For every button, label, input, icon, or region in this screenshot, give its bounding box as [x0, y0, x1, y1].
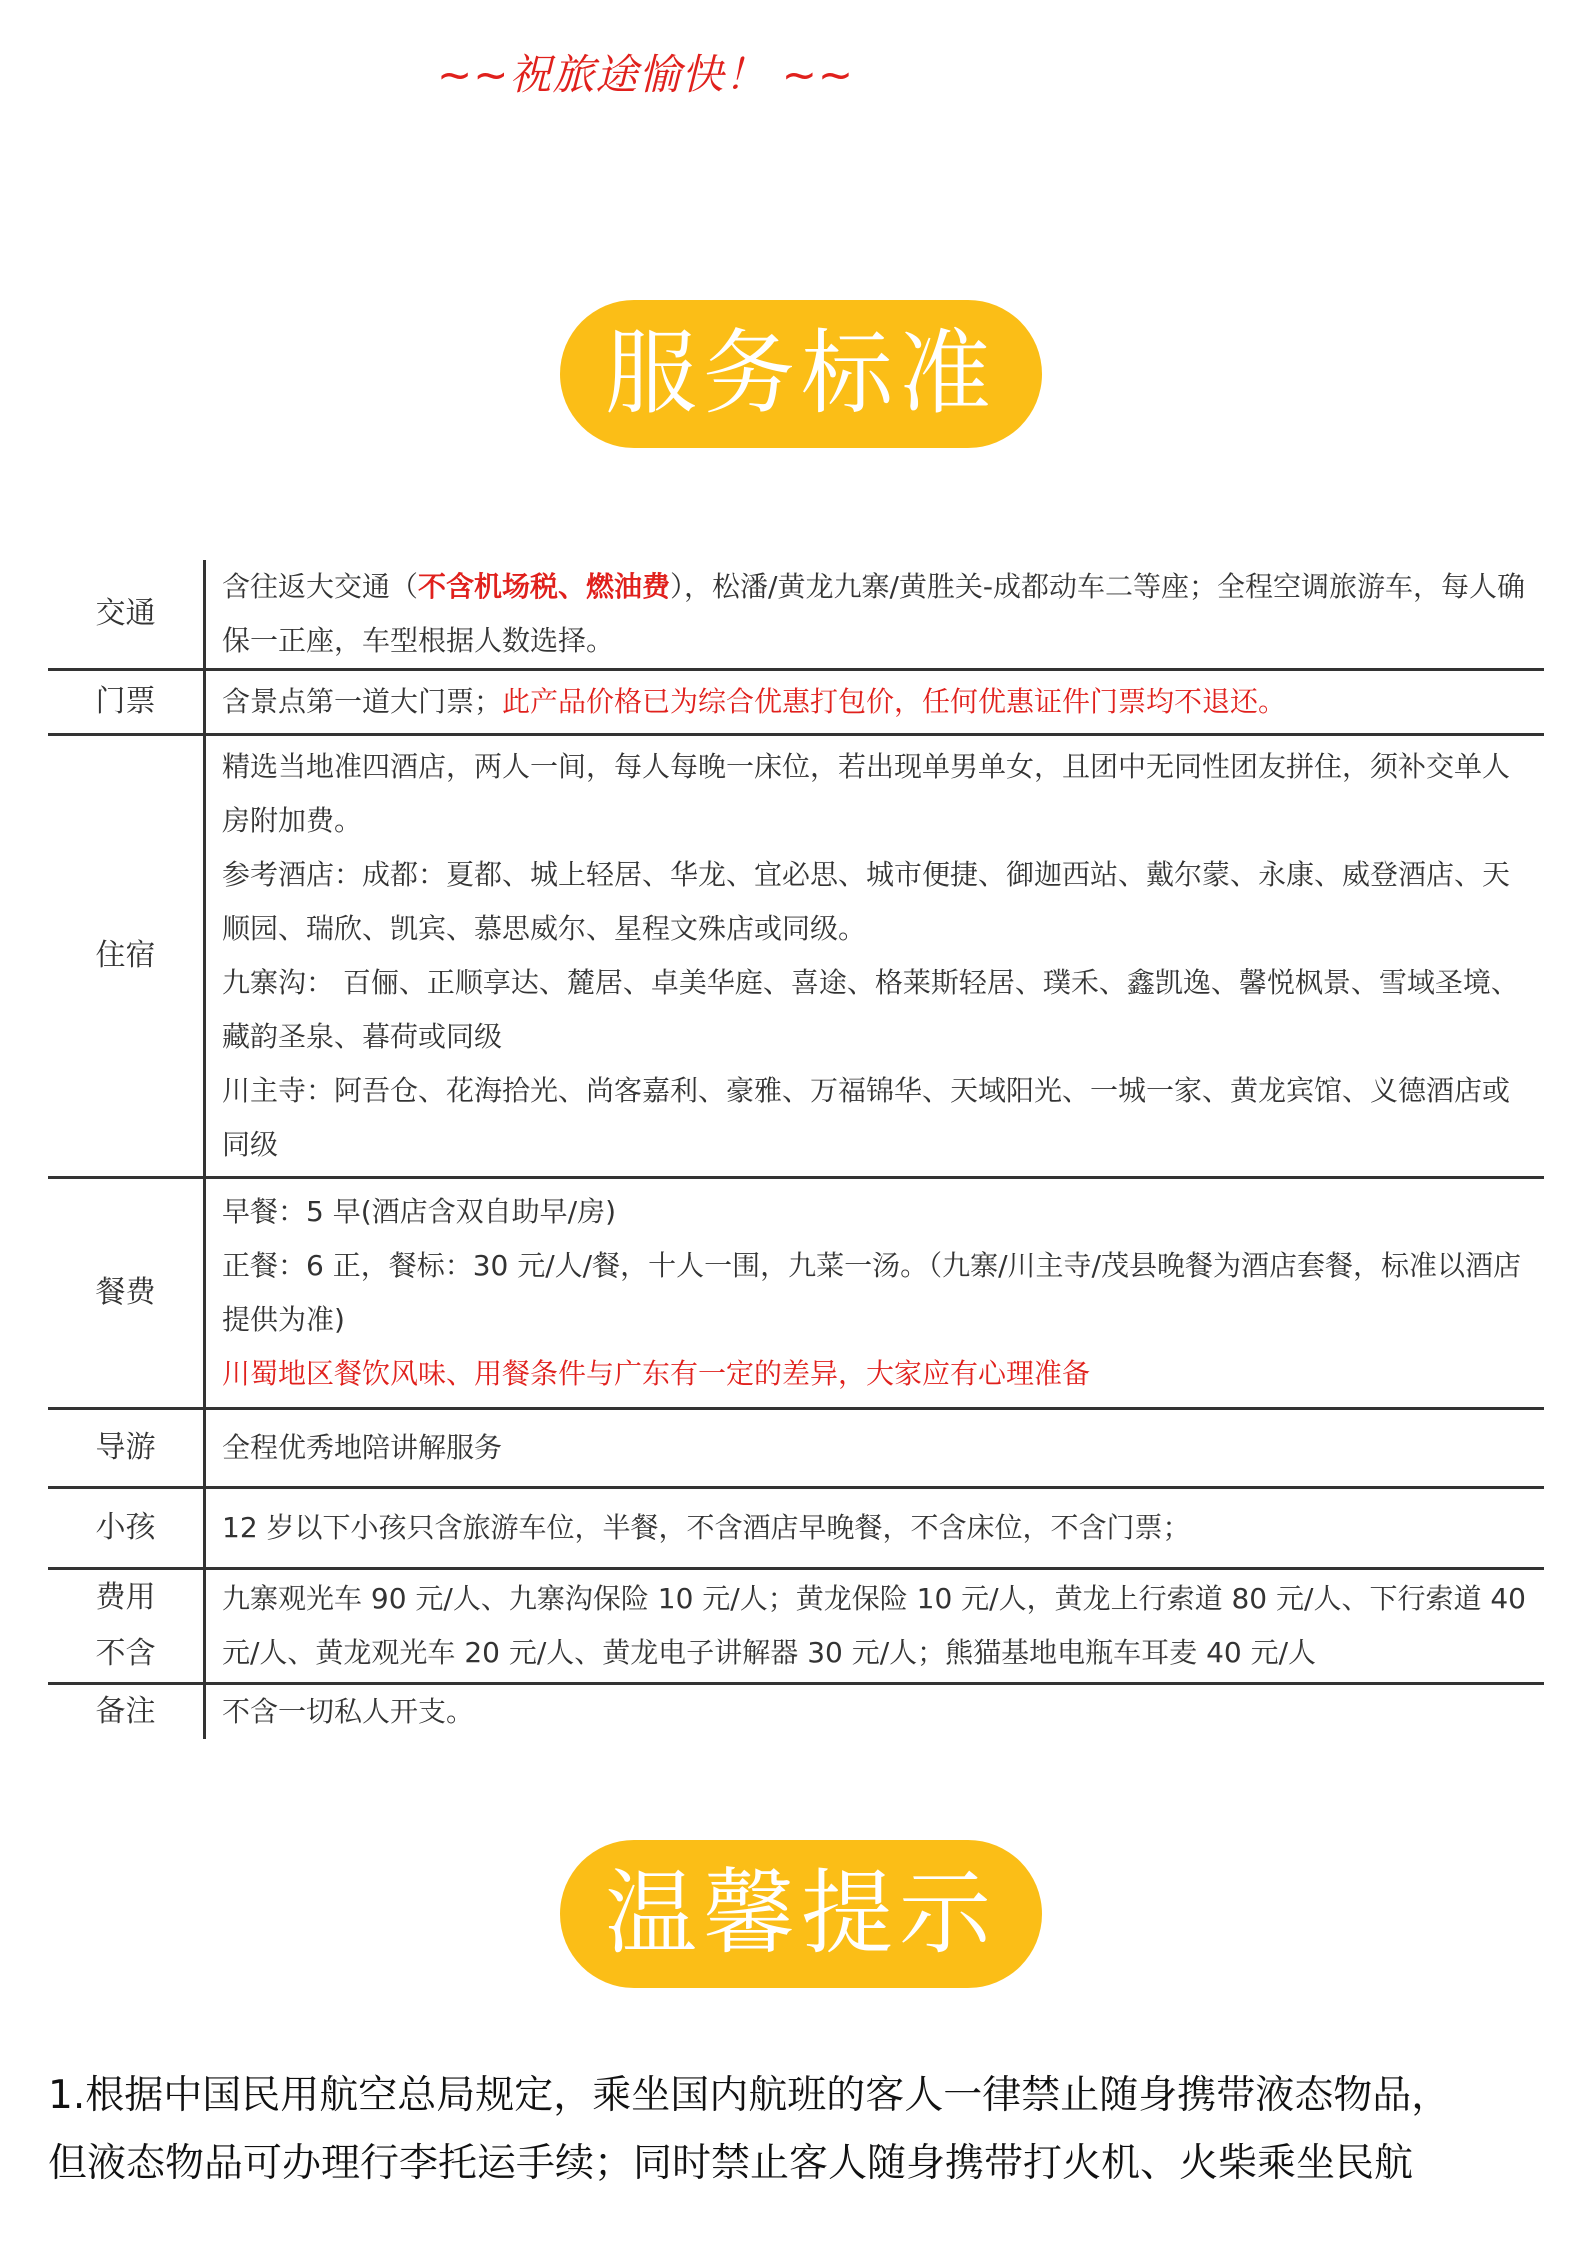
warm-tips-badge [560, 1840, 1042, 1988]
row-content-notes: 不含一切私人开支。 [205, 1684, 1545, 1740]
row-content-guide: 全程优秀地陪讲解服务 [205, 1409, 1545, 1488]
tip-line-2: 但液态物品可办理行李托运手续；同时禁止客人随身携带打火机、火柴乘坐民航 [48, 2141, 1414, 2186]
table-row-meals [48, 1178, 1544, 1409]
warm-tips-title: 温馨提示 [604, 1860, 997, 1967]
warm-tips-text [48, 2062, 1548, 2198]
row-content-transport [205, 560, 1545, 670]
meals-warning: 川蜀地区餐饮风味、用餐条件与广东有一定的差异，大家应有心理准备 [222, 1357, 1091, 1390]
greeting-text: ~~祝旅途愉快！ ~~ [437, 50, 855, 99]
tickets-text: 含景点第一道大门票； [222, 685, 503, 718]
row-content-meals [205, 1178, 1545, 1409]
service-standard-table [48, 560, 1544, 1739]
row-label-lodging: 住宿 [48, 735, 205, 1178]
transport-text-pre: 含往返大交通（ [222, 570, 419, 603]
row-label-children: 小孩 [48, 1488, 205, 1569]
row-label-excluded-line-1: 费用 [95, 1580, 156, 1615]
table-row-notes [48, 1684, 1544, 1740]
transport-text-post: ），松潘/黄龙九寨/黄胜关-成都动车二等座；全程空调旅游车，每人确保一正座，车型根据人数选择。 [222, 570, 1526, 657]
table-row-guide [48, 1409, 1544, 1488]
row-label-guide: 导游 [48, 1409, 205, 1488]
row-content-lodging [205, 735, 1545, 1178]
meals-breakfast: 早餐：5 早(酒店含双自助早/房) [222, 1195, 616, 1228]
row-label-tickets: 门票 [48, 670, 205, 735]
meals-main: 正餐：6 正，餐标：30 元/人/餐，十人一围，九菜一汤。（九寨/川主寺/茂县晚餐为酒店套餐，标准以酒店提供为准) [222, 1249, 1521, 1336]
row-content-excluded-fees: 九寨观光车 90 元/人、九寨沟保险 10 元/人；黄龙保险 10 元/人，黄龙上行索道 80 元/人、下行索道 40 元/人、黄龙观光车 20 元/人、黄龙电子讲解器 30 元/人；熊猫基地电瓶车耳麦 40 元/人 [205, 1569, 1545, 1684]
row-label-meals: 餐费 [48, 1178, 205, 1409]
row-content-tickets [205, 670, 1545, 735]
service-standard-title: 服务标准 [604, 320, 997, 427]
transport-excluded-fees: 不含机场税、燃油费 [418, 570, 671, 603]
lodging-standard: 精选当地准四酒店，两人一间，每人每晚一床位，若出现单男单女，且团中无同性团友拼住，须补交单人房附加费。 [222, 750, 1511, 837]
table-row-tickets [48, 670, 1544, 735]
table-row-excluded-fees [48, 1569, 1544, 1684]
row-label-excluded-fees [48, 1569, 205, 1684]
tip-line-1: 1.根据中国民用航空总局规定，乘坐国内航班的客人一律禁止随身携带液态物品， [48, 2073, 1451, 2118]
table-row-transport [48, 560, 1544, 670]
table-row-lodging [48, 735, 1544, 1178]
lodging-chuanzhusi-hotels: 川主寺：阿吾仓、花海拾光、尚客嘉利、豪雅、万福锦华、天域阳光、一城一家、黄龙宾馆、义德酒店或同级 [222, 1074, 1511, 1161]
row-label-notes: 备注 [48, 1684, 205, 1740]
table-row-children [48, 1488, 1544, 1569]
tickets-warning: 此产品价格已为综合优惠打包价，任何优惠证件门票均不退还。 [502, 685, 1287, 718]
row-label-excluded-line-2: 不含 [95, 1636, 156, 1671]
service-standard-badge [560, 300, 1042, 448]
lodging-chengdu-hotels: 参考酒店：成都：夏都、城上轻居、华龙、宜必思、城市便捷、御迦西站、戴尔蒙、永康、威登酒店、天顺园、瑞欣、凯宾、慕思威尔、星程文殊店或同级。 [222, 858, 1511, 945]
row-content-children: 12 岁以下小孩只含旅游车位，半餐，不含酒店早晚餐，不含床位，不含门票； [205, 1488, 1545, 1569]
row-label-transport: 交通 [48, 560, 205, 670]
lodging-jiuzhaigou-hotels: 九寨沟： 百俪、正顺享达、麓居、卓美华庭、喜途、格莱斯轻居、璞禾、鑫凯逸、馨悦枫景、雪域圣境、藏韵圣泉、暮荷或同级 [222, 966, 1519, 1053]
